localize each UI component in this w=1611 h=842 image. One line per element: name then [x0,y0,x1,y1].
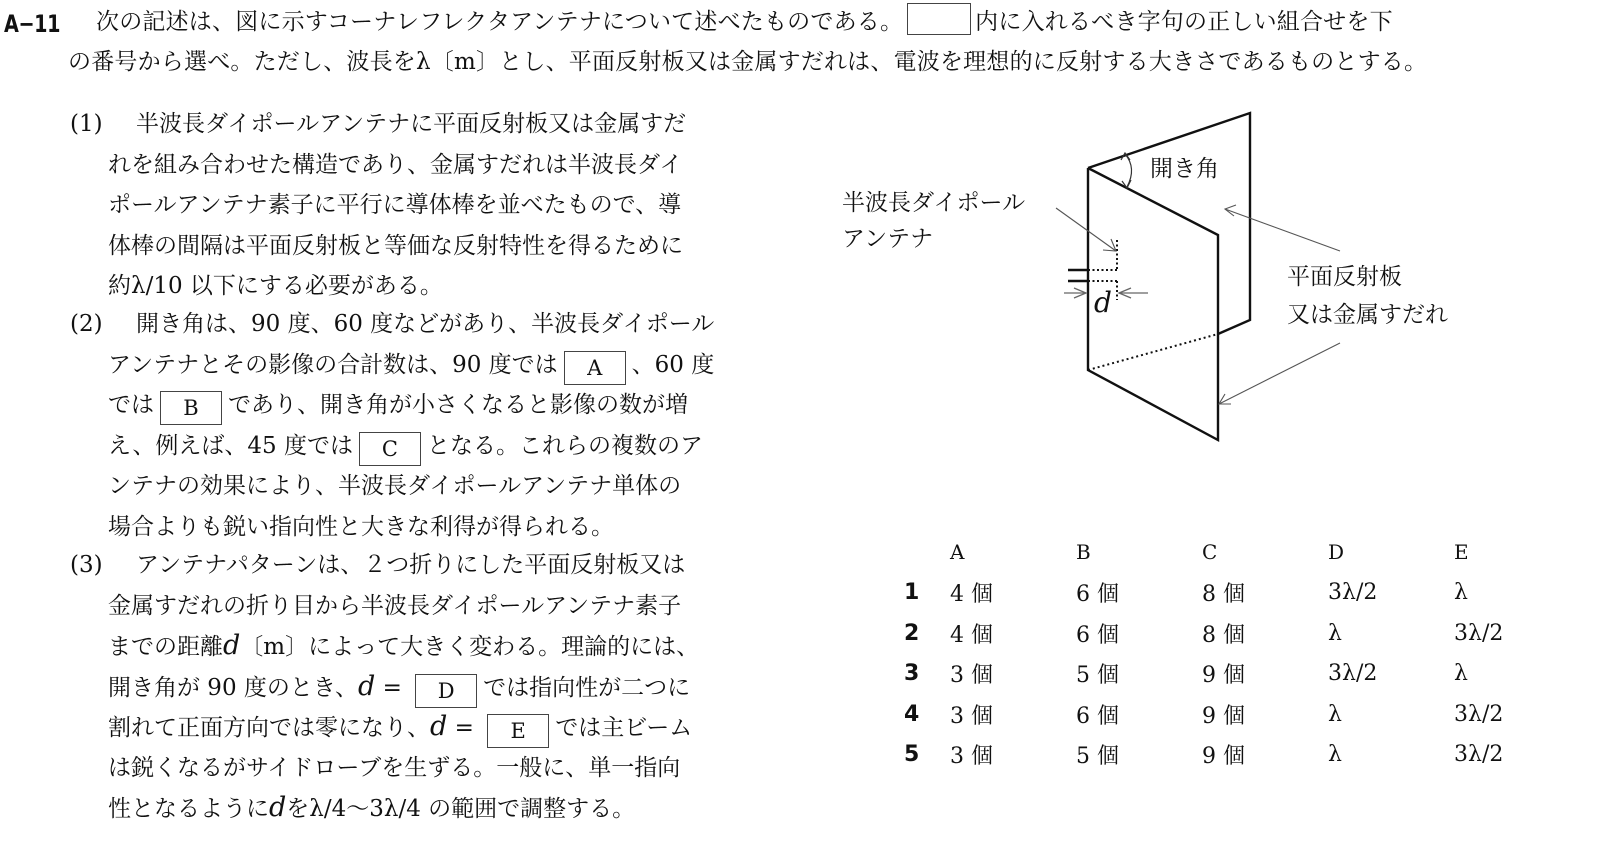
column-header: E [1454,540,1469,565]
cell-e: 3λ/2 [1454,742,1504,768]
paragraph-text: 〔m〕によって大きく変わる。理論的には、 [240,634,700,660]
cell-c: 9 個 [1202,744,1245,770]
cell-b: 6 個 [1076,703,1119,729]
option-number: 2 [904,620,920,646]
cell-b: 5 個 [1076,744,1119,770]
blank-c: C [359,432,421,466]
cell-a: 4 個 [950,622,993,648]
cell-b: 6 個 [1076,622,1119,648]
paragraph-text: では主ビーム [555,715,693,741]
cell-b: 6 個 [1076,582,1119,608]
paragraph-line: アンテナとその影像の合計数は、90 度では [108,351,558,378]
dipole-label-line2: アンテナ [842,226,934,252]
answer-options-table [900,532,1564,775]
paragraph-line: 約λ/10 以下にする必要がある。 [108,273,443,299]
paragraph-line: 体棒の間隔は平面反射板と等価な反射特性を得るために [108,232,683,259]
cell-d: λ [1328,742,1342,768]
cell-e: λ [1454,661,1468,687]
cell-d: 3λ/2 [1328,580,1378,606]
cell-e: 3λ/2 [1454,701,1504,727]
cell-a: 3 個 [950,744,993,770]
blank-b: B [160,391,222,425]
blank-d: D [415,674,477,708]
column-header: A [950,540,965,565]
option-number: 4 [904,701,920,727]
cell-c: 8 個 [1202,582,1245,608]
paragraph-text: までの距離 [108,634,223,660]
question-stem-line2: の番号から選べ。ただし、波長をλ〔m〕とし、平面反射板又は金属すだれは、電波を理想的に反射する大きさであるものとする。 [68,49,1428,75]
column-header: B [1076,540,1091,565]
paragraph-line: 場合よりも鋭い指向性と大きな利得が得られる。 [108,513,614,540]
stem-text-after: 内に入れるべき字句の正しい組合せを下 [975,9,1393,35]
paragraph-line: え、例えば、45 度では [108,432,353,459]
reflector-label-line2: 又は金属すだれ [1287,302,1448,328]
paragraph-line: アンテナパターンは、２つ折りにした平面反射板又は [136,552,686,578]
answer-option-1[interactable] [900,573,1564,614]
paragraph-text: をλ/4〜3λ/4 の範囲で調整する。 [286,796,636,822]
paragraph-text: 性となるように [108,796,269,822]
paragraph-text: となる。これらの複数のア [426,432,703,459]
cell-a: 3 個 [950,663,993,689]
paragraph-text: 開き角が 90 度のとき、 [108,674,358,701]
paragraph-line: ポールアンテナ素子に平行に導体棒を並べたもので、導 [108,192,682,218]
answer-option-4[interactable] [900,694,1564,735]
option-number: 1 [904,580,920,606]
variable-d: d [269,792,287,823]
equals-sign: = [375,674,410,701]
paragraph-1-label: (1) [70,111,103,137]
cell-c: 9 個 [1202,663,1245,689]
paragraph-line: れを組み合わせた構造であり、金属すだれは半波長ダイ [108,151,683,178]
option-number: 5 [904,742,920,768]
equals-sign: = [447,715,482,741]
answer-option-3[interactable] [900,654,1564,695]
stem-text-before: 次の記述は、図に示すコーナレフレクタアンテナについて述べたものである。 [96,9,904,35]
table-header-row [900,532,1564,573]
paragraph-text: 割れて正面方向では零になり、 [108,715,430,741]
blank-a: A [564,351,626,385]
cell-c: 8 個 [1202,622,1245,648]
option-number: 3 [904,661,920,687]
column-header: C [1202,540,1218,565]
cell-c: 9 個 [1202,703,1245,729]
paragraph-line: ンテナの効果により、半波長ダイポールアンテナ単体の [108,473,682,499]
paragraph-line: では [108,392,154,418]
cell-a: 4 個 [950,582,993,608]
question-number: A−11 [4,10,61,38]
reflector-label-line1: 平面反射板 [1287,264,1402,290]
cell-b: 5 個 [1076,663,1119,689]
column-header: D [1328,540,1345,565]
paragraph-line: 開き角は、90 度、60 度などがあり、半波長ダイポール [136,311,715,337]
cell-e: 3λ/2 [1454,620,1504,646]
variable-d: d [430,711,448,742]
paragraph-line: 金属すだれの折り目から半波長ダイポールアンテナ素子 [108,592,682,619]
paragraph-text: 、60 度 [631,351,715,378]
cell-e: λ [1454,580,1468,606]
cell-d: λ [1328,701,1342,727]
dipole-label-line1: 半波長ダイポール [842,190,1026,216]
paragraph-2-label: (2) [70,311,103,337]
variable-d: d [357,670,376,702]
paragraph-text: では指向性が二つに [483,674,691,701]
cell-d: λ [1328,620,1342,646]
cell-d: 3λ/2 [1328,661,1378,687]
blank-e: E [487,714,549,748]
paragraph-3-label: (3) [70,552,103,578]
answer-option-2[interactable] [900,613,1564,654]
answer-option-5[interactable] [900,735,1564,776]
variable-d: d [223,630,241,661]
distance-d-label: d [1094,286,1112,319]
paragraph-line: 半波長ダイポールアンテナに平面反射板又は金属すだ [136,111,687,137]
opening-angle-label: 開き角 [1150,156,1219,182]
cell-a: 3 個 [950,703,993,729]
paragraph-text: であり、開き角が小さくなると影像の数が増 [228,392,688,418]
paragraph-line: は鋭くなるがサイドローブを生ずる。一般に、単一指向 [108,754,681,781]
